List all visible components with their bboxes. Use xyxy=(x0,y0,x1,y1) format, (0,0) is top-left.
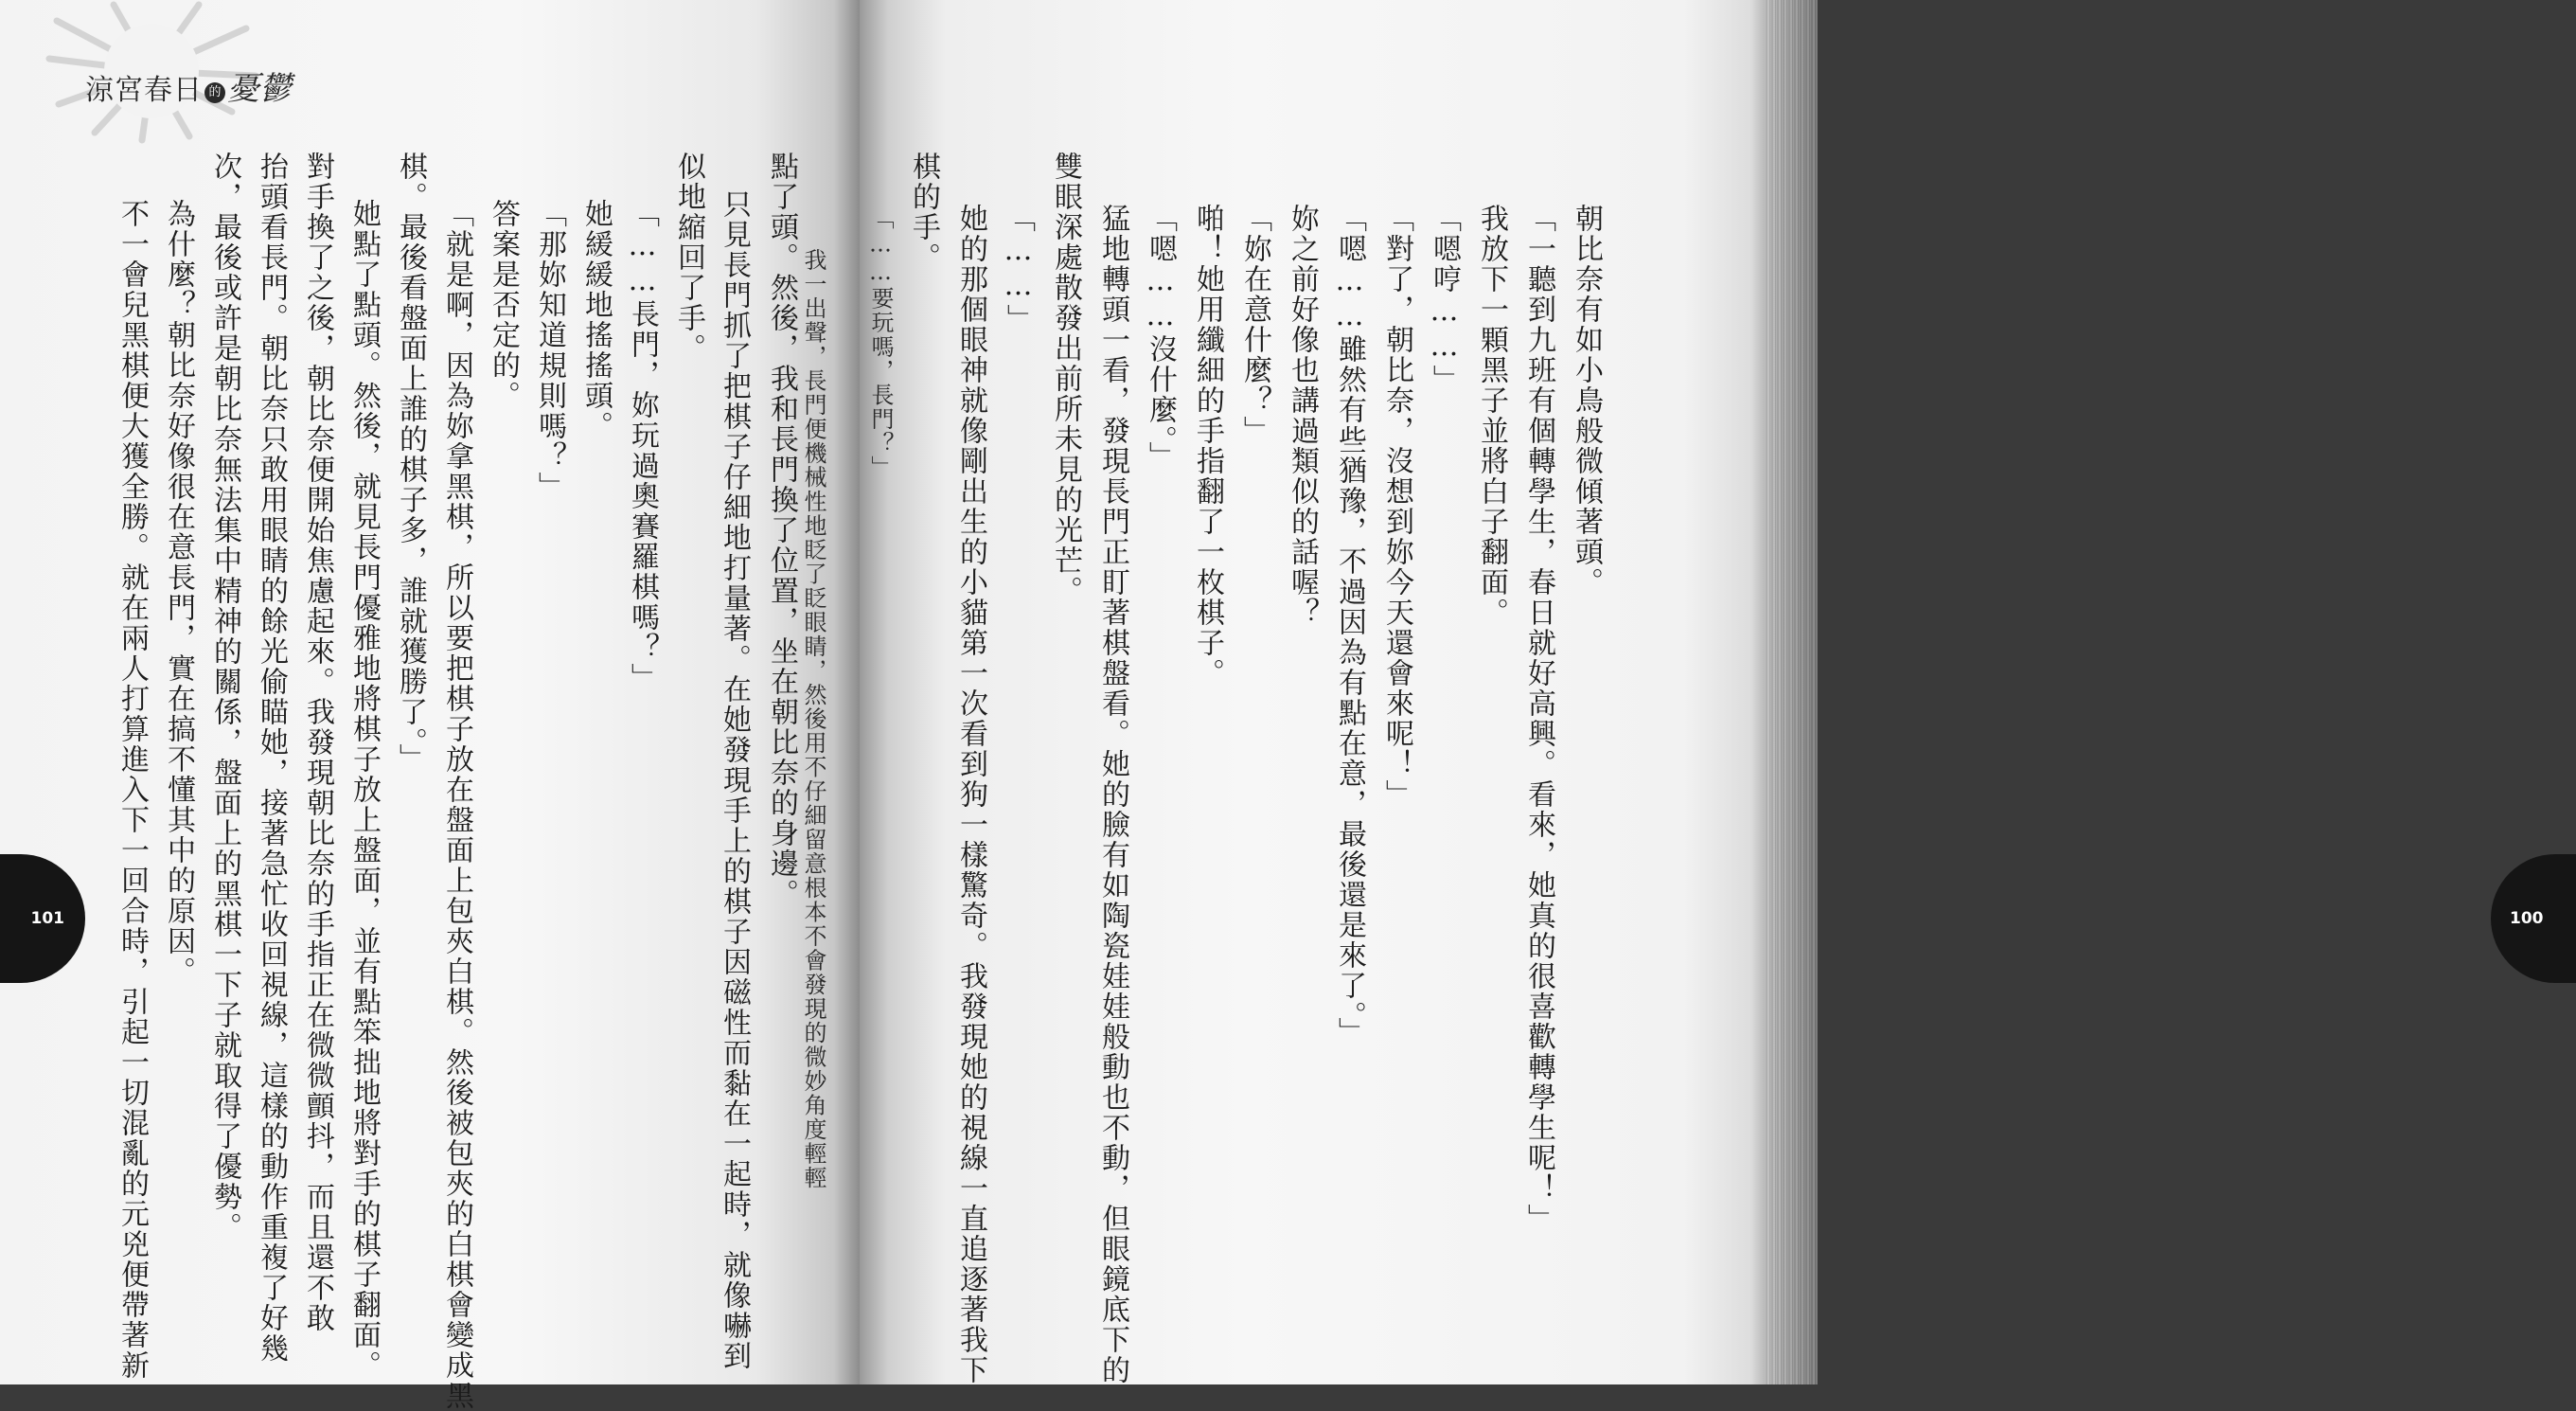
text-line: 似地縮回了手。 xyxy=(672,152,705,364)
text-line: 她點了點頭。然後，就見長門優雅地將棋子放上盤面，並有點笨拙地將對手的棋子翻面。 xyxy=(347,199,381,1381)
text-line: 她緩緩地搖搖頭。 xyxy=(579,199,613,441)
text-line: 「那妳知道規則嗎？」 xyxy=(533,199,566,502)
text-line: 「……要玩嗎，長門？」 xyxy=(867,206,894,480)
text-line: 「就是啊，因為妳拿黑棋，所以要把棋子放在盤面上包夾白棋。然後被包夾的白棋會變成黑 xyxy=(440,199,473,1411)
text-line: 猛地轉頭一看，發現長門正盯著棋盤看。她的臉有如陶瓷娃娃般動也不動，但眼鏡底下的 xyxy=(1096,204,1129,1385)
text-line: 「……長門，妳玩過奧賽羅棋嗎？」 xyxy=(626,199,659,693)
page-number-badge: 100 xyxy=(2491,854,2576,983)
text-line: 「嗯……雖然有些猶豫，不過因為有點在意，最後還是來了。」 xyxy=(1333,204,1366,1047)
text-line: 不一會兒黑棋便大獲全勝。就在兩人打算進入下一回合時，引起一切混亂的元兇便帶著新 xyxy=(115,199,149,1381)
text-line: 「……」 xyxy=(1002,204,1035,334)
left-page xyxy=(0,0,860,1411)
text-line: 答案是否定的。 xyxy=(487,199,520,411)
text-line: 妳之前好像也講過類似的話喔？ xyxy=(1286,204,1319,628)
text-line: 次，最後或許是朝比奈無法集中精神的關係，盤面上的黑棋一下子就取得了優勢。 xyxy=(208,152,241,1242)
text-line: 朝比奈有如小鳥般微傾著頭。 xyxy=(1570,204,1603,598)
text-line: 棋。最後看盤面上誰的棋子多，誰就獲勝了。」 xyxy=(394,152,427,774)
book-title-mark: 的 xyxy=(204,82,225,103)
page-number-badge: 101 xyxy=(0,854,85,983)
book-title-main: 涼宮春日 xyxy=(85,74,203,107)
text-line: 啪！她用纖細的手指翻了一枚棋子。 xyxy=(1191,204,1224,688)
book-title-header xyxy=(85,63,292,109)
text-line: 棋的手。 xyxy=(907,152,940,273)
right-page xyxy=(860,0,2544,1385)
text-line: 抬頭看長門。朝比奈只敢用眼睛的餘光偷瞄她，接著急忙收回視線，這樣的動作重複了好幾 xyxy=(255,152,288,1364)
text-line: 只見長門抓了把棋子仔細地打量著。在她發現手上的棋子因磁性而黏在一起時，就像嚇到 xyxy=(718,189,751,1371)
text-line: 我放下一顆黑子並將白子翻面。 xyxy=(1475,204,1508,628)
text-line: 為什麼？朝比奈好像很在意長門，實在搞不懂其中的原因。 xyxy=(162,199,195,987)
text-line: 「一聽到九班有個轉學生，春日就好高興。看來，她真的很喜歡轉學生呢！」 xyxy=(1522,204,1555,1234)
text-line: 「嗯……沒什麼。」 xyxy=(1144,204,1177,472)
text-line: 雙眼深處散發出前所未見的光芒。 xyxy=(1049,152,1082,606)
text-line: 點了頭。然後，我和長門換了位置，坐在朝比奈的身邊。 xyxy=(765,152,798,909)
text-line: 她的那個眼神就像剛出生的小貓第一次看到狗一樣驚奇。我發現她的視線一直追逐著我下 xyxy=(954,204,987,1385)
text-line: 我一出聲，長門便機械性地眨了眨眼睛，然後用不仔細留意根本不會發現的微妙角度輕輕 xyxy=(800,248,826,1190)
text-line: 「妳在意什麼？」 xyxy=(1238,204,1271,446)
book-title-sub: 憂鬱 xyxy=(227,70,292,108)
page-edges xyxy=(1765,0,1818,1384)
text-line: 對手換了之後，朝比奈便開始焦慮起來。我發現朝比奈的手指正在微微顫抖，而且還不敢 xyxy=(301,152,334,1333)
text-line: 「嗯哼……」 xyxy=(1428,204,1461,395)
text-line: 「對了，朝比奈，沒想到妳今天還會來呢！」 xyxy=(1380,204,1413,810)
